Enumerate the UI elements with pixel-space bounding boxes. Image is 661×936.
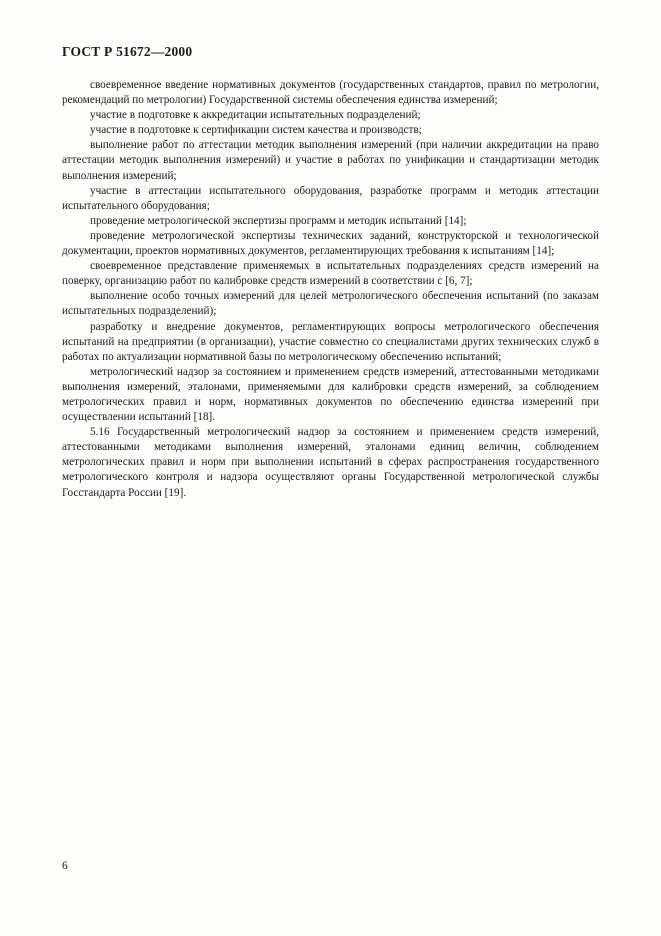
paragraph: своевременное представление применяемых в испытательных подразделениях средств измерений на поверку, организацию работ по калибровке средств измерений в соответствии с [6, 7]; — [62, 260, 599, 288]
paragraph: участие в аттестации испытательного оборудования, разработке программ и методик аттестации испытательного оборудования; — [62, 184, 599, 212]
paragraph: проведение метрологической экспертизы программ и методик испытаний [14]; — [90, 214, 467, 227]
section-paragraph-5-16: 5.16 Государственный метрологический надзор за состоянием и применением средств измерений, аттестованными методиками выполнения измерений, эталонами единиц величин, соблюдением метрологических правил и норм при выполнении испытаний в сферах распространения государственного метрологического контроля и надзора осуществляют органы Государственной метрологической службы Госстандарта России [19]. — [62, 426, 599, 499]
paragraph: метрологический надзор за состоянием и применением средств измерений, аттестованными методиками выполнения измерений, эталонами, применяемыми для калибровки средств измерений, за соблюдением метрологических правил и норм, нормативных документов по обеспечению единства измерений при осуществлении испытаний [18]. — [62, 365, 599, 424]
paragraph: выполнение особо точных измерений для целей метрологического обеспечения испытаний (по заказам испытательных подразделений); — [62, 290, 599, 318]
standard-designation: ГОСТ Р 51672—2000 — [62, 44, 193, 59]
page-number: 6 — [62, 860, 68, 872]
paragraph: разработку и внедрение документов, регламентирующих вопросы метрологического обеспечения испытаний на предприятии (в организации), участие совместно со специалистами других технических служб в работах по актуализации нормативной базы по метрологическому обеспечению испытаний; — [62, 320, 599, 363]
paragraph: участие в подготовке к аккредитации испытательных подразделений; — [90, 109, 421, 122]
paragraph: своевременное введение нормативных документов (государственных стандартов, правил по метрологии, рекомендаций по метрологии) Государственной системы обеспечения единства измерений; — [62, 79, 599, 107]
paragraph: выполнение работ по аттестации методик выполнения измерений (при наличии аккредитации на право аттестации методик выполнения измерений) и участие в работах по унификации и стандартизации методик выполнения измерений; — [62, 139, 599, 182]
document-body — [62, 78, 599, 501]
paragraph: проведение метрологической экспертизы технических заданий, конструкторской и технологической документации, проектов нормативных документов, регламентирующих требования к испытаниям [14]; — [62, 229, 599, 258]
paragraph: участие в подготовке к сертификации систем качества и производств; — [90, 124, 422, 137]
